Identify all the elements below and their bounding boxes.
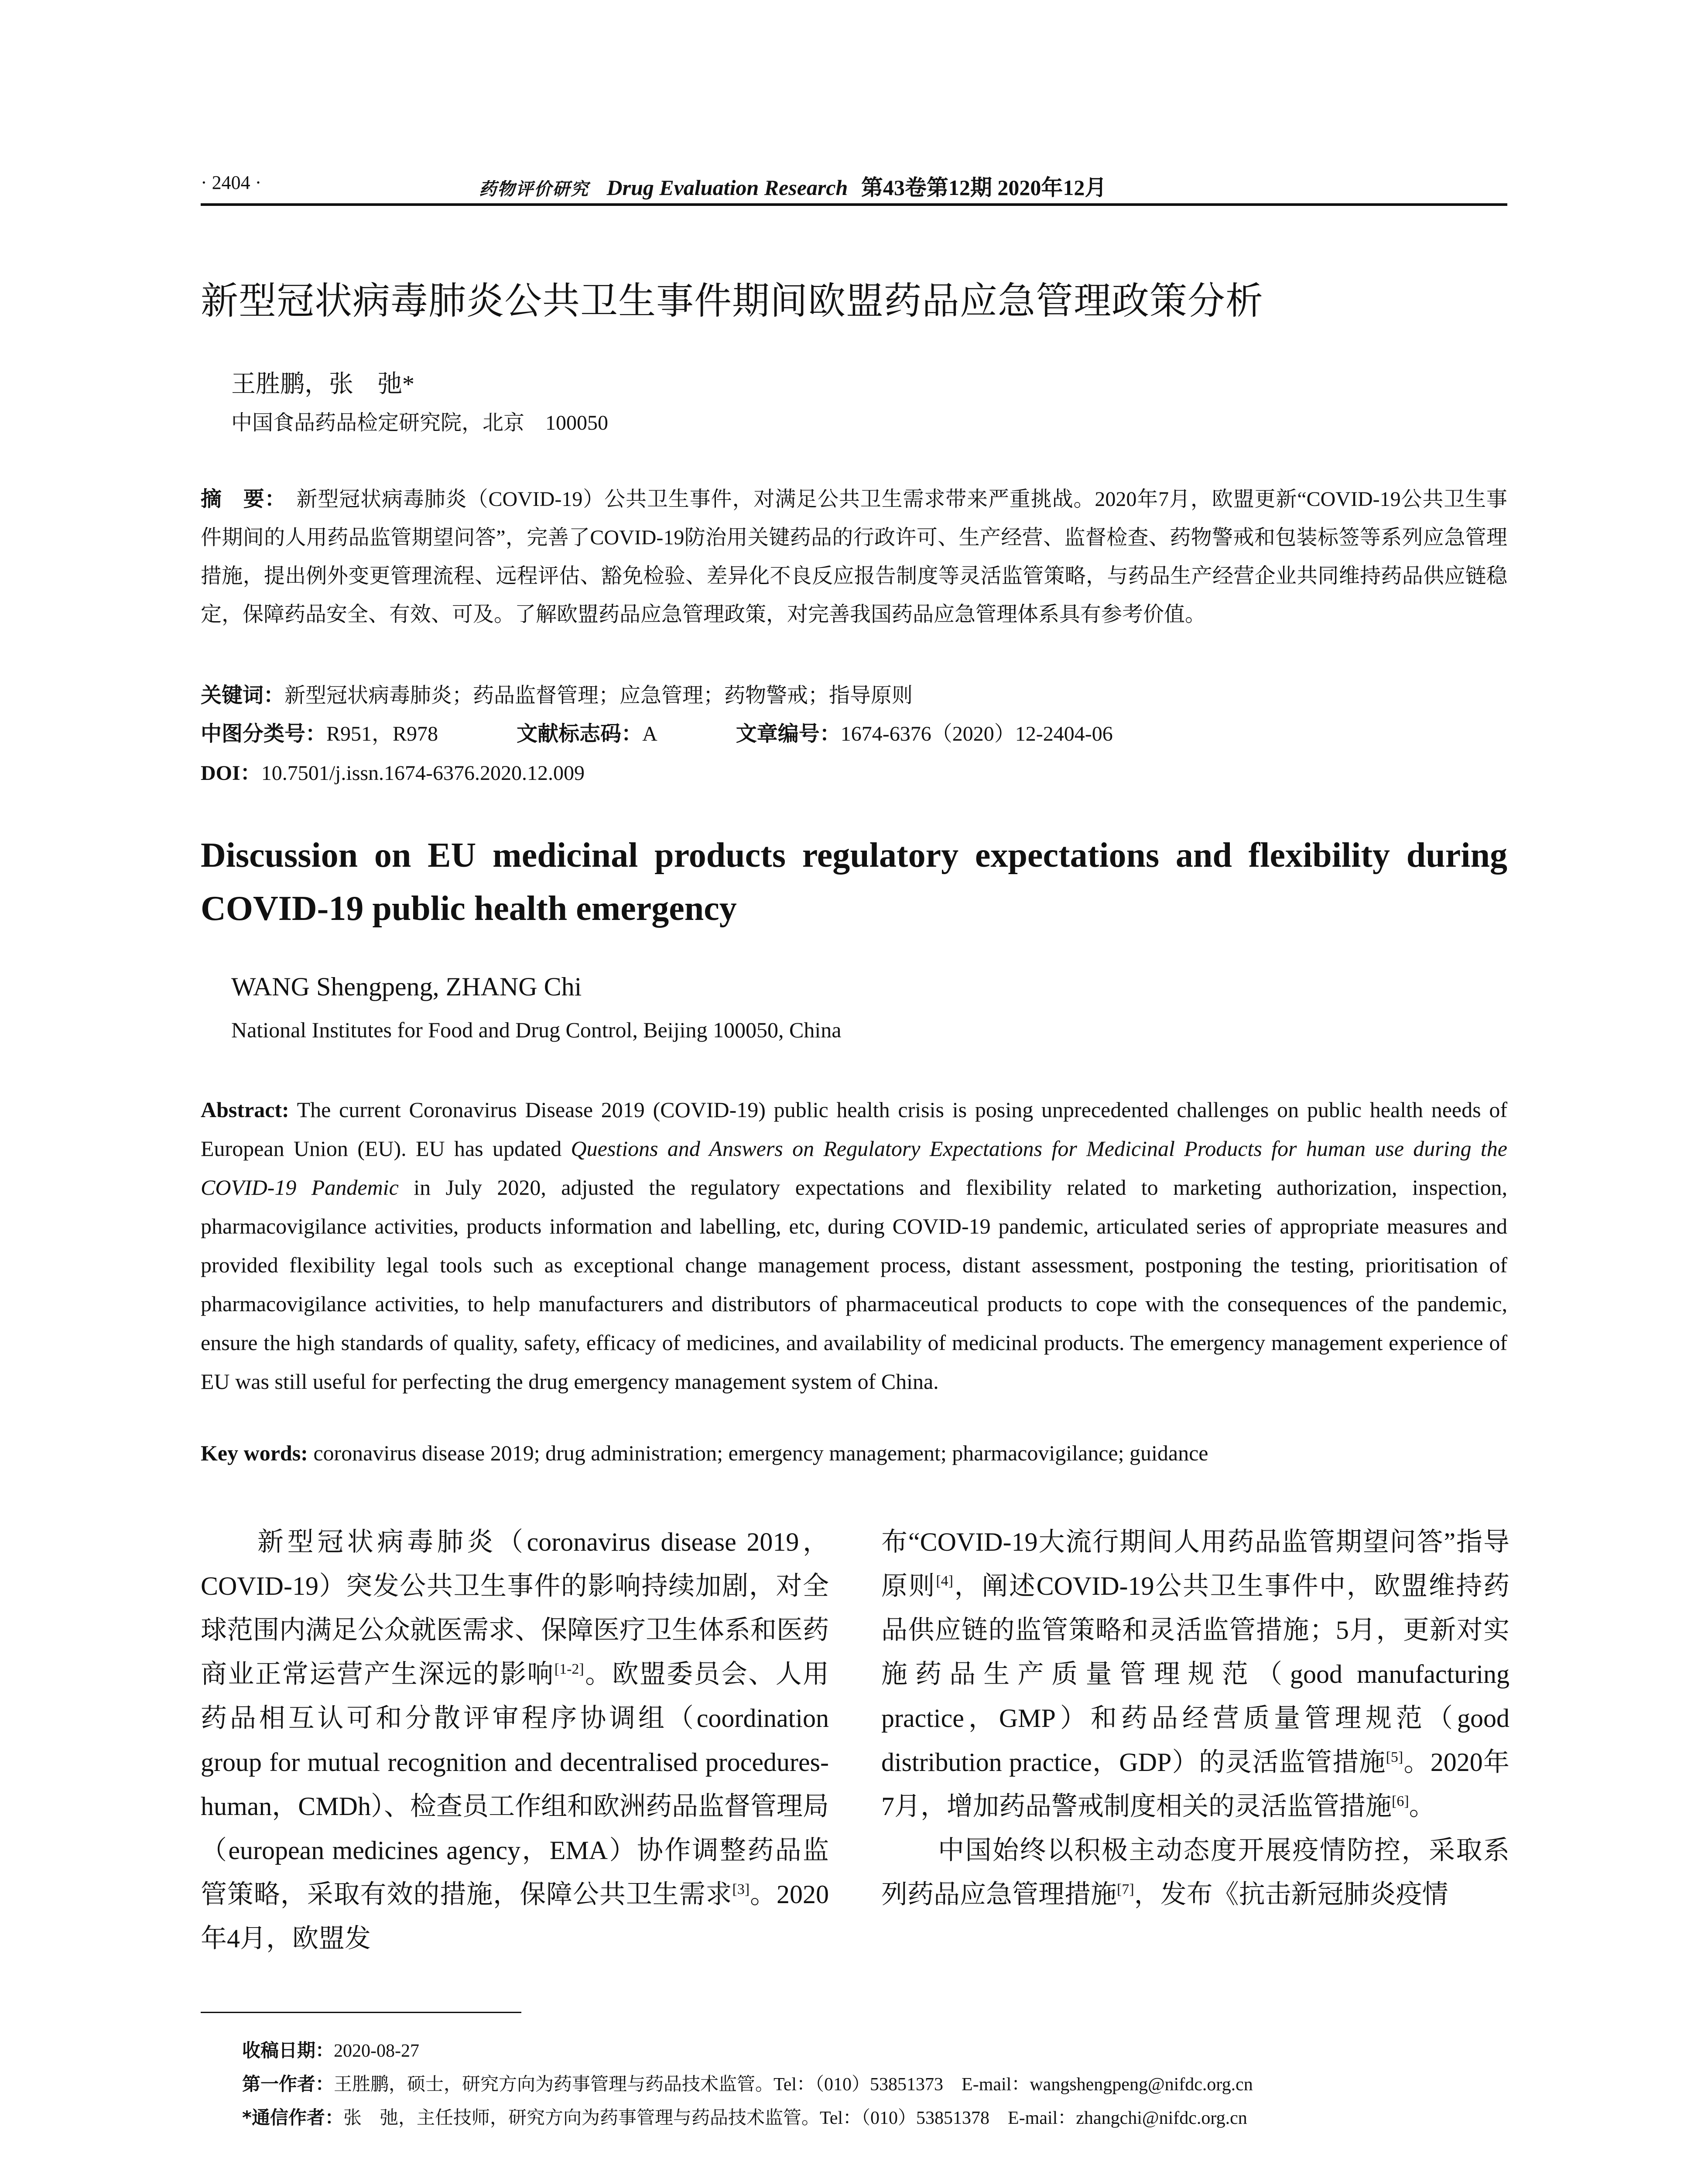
citation[interactable]: [3]: [732, 1881, 750, 1897]
cn-authors: 王胜鹏，张 弛*: [231, 371, 414, 398]
footnote-received: [242, 2036, 419, 2062]
citation[interactable]: [7]: [1117, 1881, 1134, 1897]
article-no-value: 1674-6376（2020）12-2404-06: [840, 722, 1113, 745]
cn-abstract: [201, 480, 1507, 634]
body-text: 布“COVID-19大流行期间人用药品监管期望问答”指导原则: [881, 1528, 1509, 1600]
cn-classification: [201, 717, 1113, 747]
en-keywords: [201, 1440, 1208, 1466]
cn-abstract-text: 新型冠状病毒肺炎（COVID-19）公共卫生事件，对满足公共卫生需求带来严重挑战。2020年7月，欧盟更新“COVID-19公共卫生事件期间的人用药品监管期望问答”，完善了COVID-19防治用关键药品的行政许可、生产经营、监督检查、药物警戒和包装标签等系列应急管理措施，提出例外变更管理流程、远程评估、豁免检验、差异化不良反应报告制度等灵活监管策略，与药品生产经营企业共同维持药品供应链稳定，保障药品安全、有效、可及。了解欧盟药品应急管理政策，对完善我国药品应急管理体系具有参考价值。: [201, 488, 1507, 626]
header-rule: [201, 203, 1507, 206]
cn-keywords-text: 新型冠状病毒肺炎；药品监督管理；应急管理；药物警戒；指导原则: [284, 684, 913, 707]
citation[interactable]: [4]: [936, 1573, 953, 1589]
body-column-left: [201, 1520, 829, 1961]
body-text: 。欧盟委员会、人用药品相互认可和分散评审程序协调组（coordination group for mutual recognition and decentralised procedures-human，CMDh）、检查员工作组和欧洲药品监督管理局（european medicines agency，EMA）协作调整药品监管策略，采取有效的措施，保障公共卫生需求: [201, 1660, 829, 1909]
cn-keywords: [201, 678, 913, 708]
en-affiliation: National Institutes for Food and Drug Control, Beijing 100050, China: [231, 1018, 842, 1042]
cn-affiliation: 中国食品药品检定研究院，北京 100050: [231, 411, 609, 434]
doi-value: 10.7501/j.issn.1674-6376.2020.12.009: [261, 762, 585, 785]
en-title: Discussion on EU medicinal products regulatory expectations and flexibility during COVID-19 public health emergency: [201, 836, 1507, 928]
en-abstract-guidance-title: Questions and Answers on Regulatory Expectations for Medicinal Products for human use during the COVID-19 Pandemic: [201, 1136, 1508, 1200]
en-abstract-label: Abstract:: [201, 1097, 289, 1122]
cn-title: 新型冠状病毒肺炎公共卫生事件期间欧盟药品应急管理政策分析: [201, 279, 1263, 323]
footnote-text: 王胜鹏，硕士，研究方向为药事管理与药品技术监管。Tel：（010）53851373 E-mail：wangshengpeng@nifdc.org.cn: [334, 2075, 1253, 2095]
doi-label: DOI：: [201, 762, 261, 785]
body-text: 。2020年7月，增加药品警戒制度相关的灵活监管措施: [881, 1748, 1509, 1821]
body-paragraph: [881, 1520, 1509, 1829]
footnote-text: 2020-08-27: [334, 2041, 419, 2061]
body-text: 。2020年4月，欧盟发: [201, 1880, 829, 1953]
footnote-corresponding-author: [242, 2103, 1247, 2130]
footnote-label: 收稿日期：: [242, 2040, 334, 2061]
body-column-right: [881, 1520, 1509, 1917]
body-text: ，发布《抗击新冠肺炎疫情: [1134, 1880, 1448, 1909]
citation[interactable]: [6]: [1392, 1793, 1409, 1809]
citation[interactable]: [5]: [1386, 1749, 1403, 1765]
citation[interactable]: [1-2]: [554, 1661, 584, 1677]
en-abstract-part2: in July 2020, adjusted the regulatory expectations and flexibility related to marketing authorization, inspection, pharmacovigilance activities, products information and labelling, etc, during COVID-19 pandemic, articulated series of appropriate measures and provided flexibility legal tools such as exceptional change management process, distant assessment, postponing the testing, prioritisation of pharmacovigilance activities, to help manufacturers and distributors of pharmaceutical products to cope with the consequences of the pandemic, ensure the high standards of quality, safety, efficacy of medicines, and availability of medicinal products. The emergency management experience of EU was still useful for perfecting the drug emergency management system of China.: [201, 1175, 1507, 1394]
body-text: 。: [1409, 1792, 1435, 1821]
cn-abstract-label: 摘 要：: [201, 487, 286, 511]
body-text: 中国始终以积极主动态度开展疫情防控，采取系列药品应急管理措施: [881, 1836, 1509, 1909]
cn-keywords-label: 关键词：: [201, 683, 285, 708]
footnote-text: 张 弛，主任技师，研究方向为药事管理与药品技术监管。Tel：（010）53851378 E-mail：zhangchi@nifdc.org.cn: [343, 2108, 1247, 2128]
body-text: ，阐述COVID-19公共卫生事件中，欧盟维持药品供应链的监管策略和灵活监管措施；5月，更新对实施药品生产质量管理规范（good manufacturing practice，GMP）和药品经营质量管理规范（good distribution practice，GDP）的灵活监管措施: [881, 1572, 1509, 1777]
running-header: [479, 170, 1106, 202]
body-text: 新型冠状病毒肺炎（coronavirus disease 2019，COVID-19）突发公共卫生事件的影响持续加剧，对全球范围内满足公众就医需求、保障医疗卫生体系和医药商业正常运营产生深远的影响: [201, 1528, 829, 1689]
page-number: · 2404 ·: [201, 172, 262, 193]
issue-info: 第43卷第12期 2020年12月: [861, 175, 1107, 200]
doi: [201, 756, 585, 786]
article-no-label: 文章编号：: [736, 721, 841, 746]
journal-name: Drug Evaluation Research: [606, 175, 848, 200]
en-keywords-label: Key words:: [201, 1441, 308, 1465]
doc-code-value: A: [642, 722, 657, 745]
body-paragraph: [201, 1520, 829, 1961]
class-value: R951，R978: [326, 722, 438, 745]
journal-logo: 药物评价研究: [479, 179, 589, 199]
footnote-label: *通信作者：: [242, 2107, 343, 2128]
doc-code-label: 文献标志码：: [517, 721, 643, 746]
en-authors: WANG Shengpeng, ZHANG Chi: [231, 972, 582, 1001]
class-label: 中图分类号：: [201, 721, 327, 746]
body-paragraph: [881, 1829, 1509, 1917]
footnote-first-author: [242, 2070, 1253, 2096]
en-keywords-text: coronavirus disease 2019; drug administration; emergency management; pharmacovigilance; guidance: [308, 1441, 1208, 1465]
footnote-rule: [201, 2012, 521, 2013]
footnote-label: 第一作者：: [242, 2073, 334, 2095]
en-abstract-part1: The current Coronavirus Disease 2019 (COVID-19) public health crisis is posing unprecedented challenges on public health needs of European Union (EU). EU has updated: [201, 1097, 1507, 1161]
en-abstract: [201, 1090, 1507, 1401]
